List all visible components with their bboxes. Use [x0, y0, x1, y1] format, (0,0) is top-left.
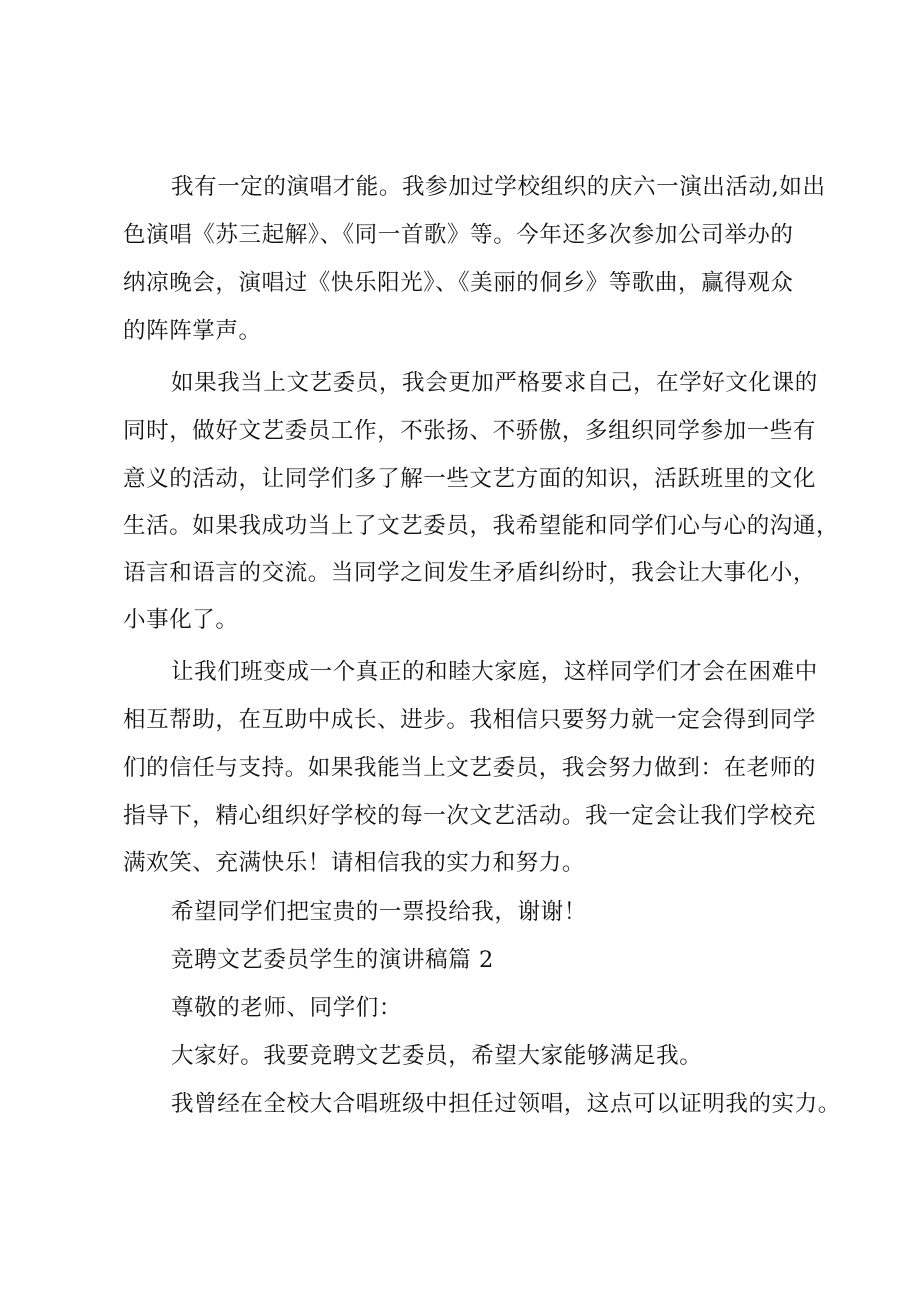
- paragraph-1-line-4: 的阵阵掌声。: [123, 318, 262, 344]
- paragraph-1-line-2: 色演唱《苏三起解》、《同一首歌》等。今年还多次参加公司举办的: [123, 222, 794, 248]
- paragraph-2-line-1: 如果我当上文艺委员，我会更加严格要求自己，在学好文化课的: [171, 370, 818, 396]
- paragraph-3-line-2: 相互帮助，在互助中成长、进步。我相信只要努力就一定会得到同学: [123, 707, 817, 733]
- paragraph-3-line-1: 让我们班变成一个真正的和睦大家庭，这样同学们才会在困难中: [171, 659, 818, 685]
- paragraph-2-line-4: 生活。如果我成功当上了文艺委员，我希望能和同学们心与心的沟通，: [123, 513, 840, 539]
- paragraph-1-line-3: 纳凉晚会，演唱过《快乐阳光》、《美丽的侗乡》等歌曲，赢得观众: [123, 270, 794, 296]
- section-title: 竞聘文艺委员学生的演讲稿篇 2: [171, 947, 494, 973]
- paragraph-2-line-6: 小事化了。: [123, 607, 239, 633]
- paragraph-5: 大家好。我要竞聘文艺委员，希望大家能够满足我。: [171, 1043, 703, 1069]
- paragraph-2-line-5: 语言和语言的交流。当同学之间发生矛盾纠纷时，我会让大事化小，: [123, 560, 817, 586]
- paragraph-6: 我曾经在全校大合唱班级中担任过领唱，这点可以证明我的实力。: [171, 1091, 841, 1117]
- paragraph-1-line-1: 我有一定的演唱才能。我参加过学校组织的庆六一演出活动,如出: [171, 174, 826, 200]
- paragraph-3-line-5: 满欢笑、充满快乐！请相信我的实力和努力。: [123, 850, 586, 876]
- paragraph-2-line-3: 意义的活动，让同学们多了解一些文艺方面的知识，活跃班里的文化: [123, 466, 817, 492]
- paragraph-3-line-4: 指导下，精心组织好学校的每一次文艺活动。我一定会让我们学校充: [123, 803, 817, 829]
- paragraph-3-line-3: 们的信任与支持。如果我能当上文艺委员，我会努力做到：在老师的: [123, 755, 817, 781]
- salutation: 尊敬的老师、同学们：: [171, 995, 403, 1021]
- paragraph-2-line-2: 同时，做好文艺委员工作，不张扬、不骄傲，多组织同学参加一些有: [123, 418, 817, 444]
- paragraph-4: 希望同学们把宝贵的一票投给我，谢谢！: [171, 899, 587, 925]
